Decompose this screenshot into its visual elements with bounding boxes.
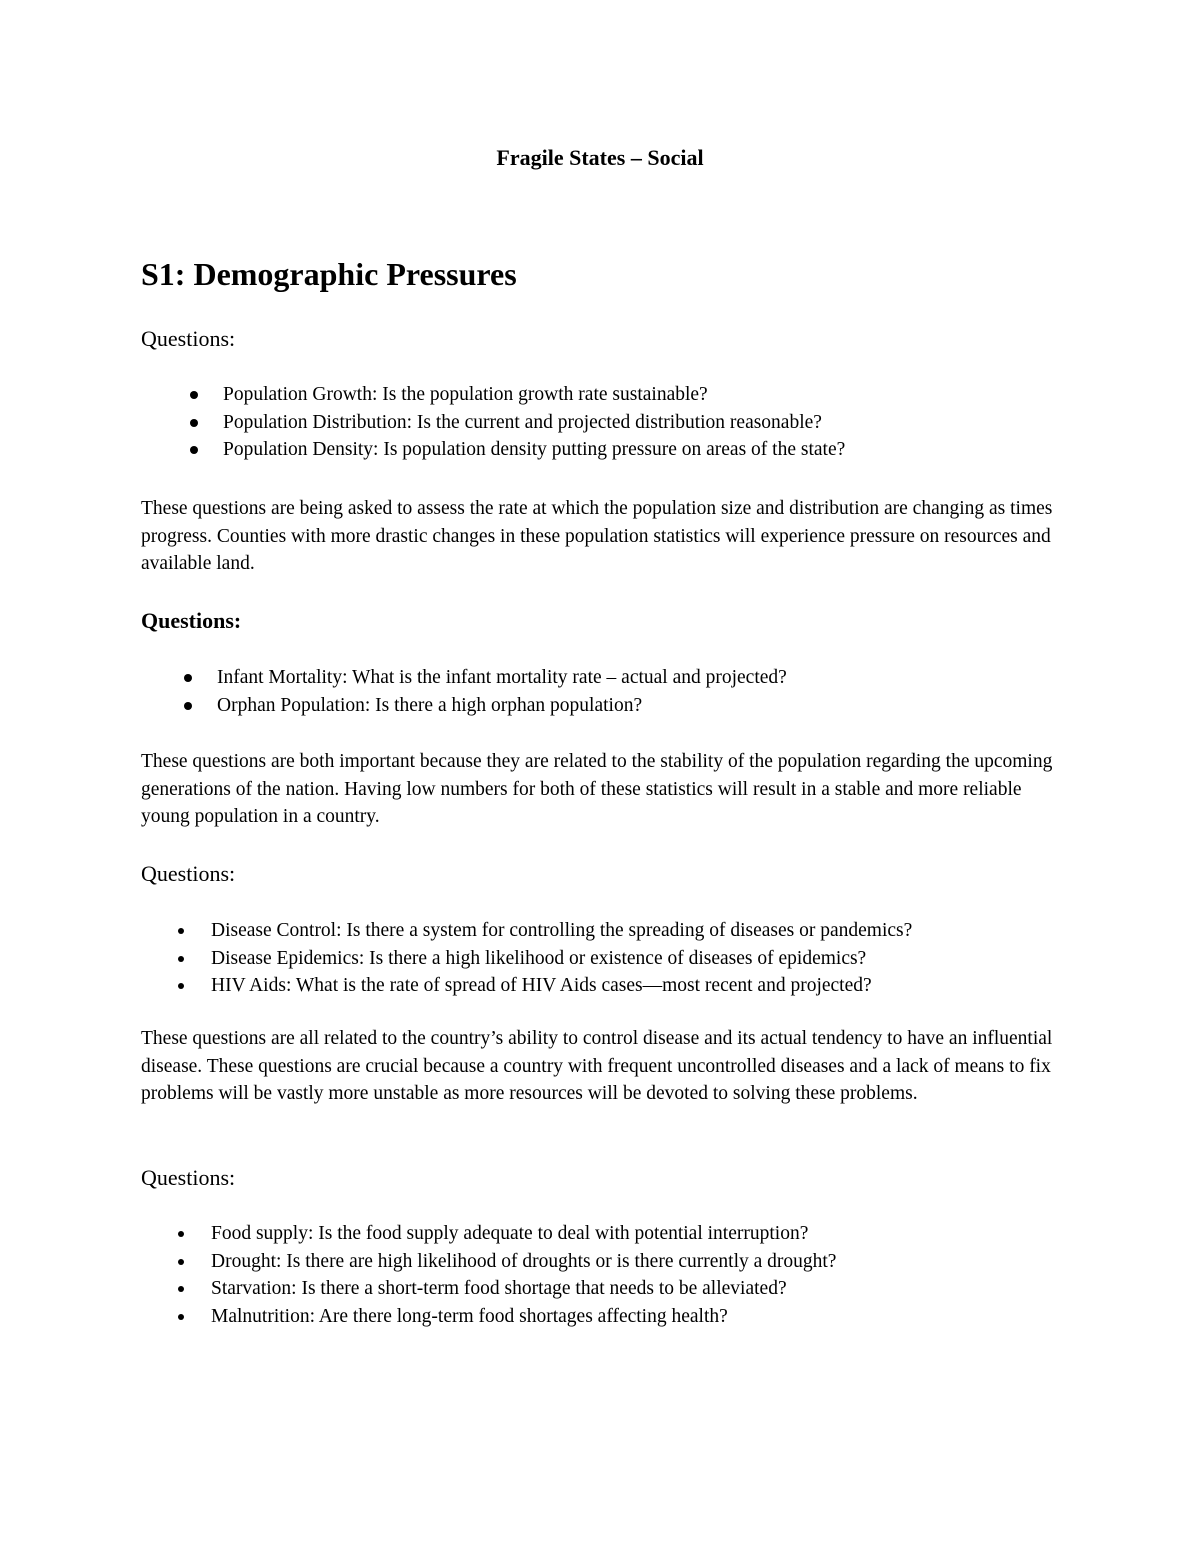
questions-heading-3: [141, 859, 1071, 889]
document-title: Fragile States – Social: [496, 145, 704, 170]
bullet-icon: [178, 1314, 184, 1320]
section-heading: S1: Demographic Pressures: [141, 256, 517, 292]
questions-heading-2: [141, 606, 1071, 636]
explanation-paragraph-2: These questions are both important because they are related to the stability of the population regarding the upcoming generations of the nation. Having low numbers for both of these statistics will result in a stable and more reliable young population in a country.: [141, 751, 1053, 827]
questions-label: Questions:: [141, 608, 242, 633]
explanation-paragraph-1: These questions are being asked to assess the rate at which the population size and distribution are changing as times progress. Counties with more drastic changes in these population statistics will experience pressure on resources and available land.: [141, 498, 1053, 574]
list-item: Disease Control: Is there a system for controlling the spreading of diseases or pandemics?: [211, 917, 912, 945]
bullet-icon: [178, 956, 184, 962]
list-item: Population Density: Is population density putting pressure on areas of the state?: [223, 436, 845, 464]
list-item: Starvation: Is there a short-term food shortage that needs to be alleviated?: [211, 1275, 836, 1303]
list-item: Disease Epidemics: Is there a high likelihood or existence of diseases of epidemics?: [211, 945, 912, 973]
explanation-paragraph-3: These questions are all related to the country’s ability to control disease and its actual tendency to have an influential disease. These questions are crucial because a country with frequent uncontrolled diseases and a lack of means to fix problems will be vastly more unstable as more resources will be devoted to solving these problems.: [141, 1028, 1053, 1104]
list-item: Food supply: Is the food supply adequate to deal with potential interruption?: [211, 1220, 836, 1248]
question-list-1: [223, 381, 845, 464]
questions-label: Questions:: [141, 326, 236, 351]
question-list-4: [211, 1220, 836, 1330]
list-item: Drought: Is there are high likelihood of droughts or is there currently a drought?: [211, 1248, 836, 1276]
list-item: Population Growth: Is the population growth rate sustainable?: [223, 381, 845, 409]
bullet-icon: [178, 983, 184, 989]
questions-label: Questions:: [141, 861, 236, 886]
bullet-icon: [190, 446, 198, 454]
list-item: Malnutrition: Are there long-term food shortages affecting health?: [211, 1303, 836, 1331]
bullet-icon: [178, 1231, 184, 1237]
list-item: Orphan Population: Is there a high orphan population?: [217, 692, 787, 720]
bullet-icon: [184, 674, 192, 682]
questions-heading-4: [141, 1163, 1071, 1193]
questions-heading-1: [141, 324, 1071, 354]
bullet-icon: [184, 702, 192, 710]
bullet-icon: [178, 1286, 184, 1292]
list-item: Population Distribution: Is the current and projected distribution reasonable?: [223, 409, 845, 437]
question-list-2: [217, 664, 787, 719]
list-item: Infant Mortality: What is the infant mortality rate – actual and projected?: [217, 664, 787, 692]
questions-label: Questions:: [141, 1165, 236, 1190]
bullet-icon: [178, 928, 184, 934]
bullet-icon: [190, 419, 198, 427]
list-item: HIV Aids: What is the rate of spread of HIV Aids cases—most recent and projected?: [211, 972, 912, 1000]
bullet-icon: [178, 1259, 184, 1265]
bullet-icon: [190, 391, 198, 399]
question-list-3: [211, 917, 912, 1000]
